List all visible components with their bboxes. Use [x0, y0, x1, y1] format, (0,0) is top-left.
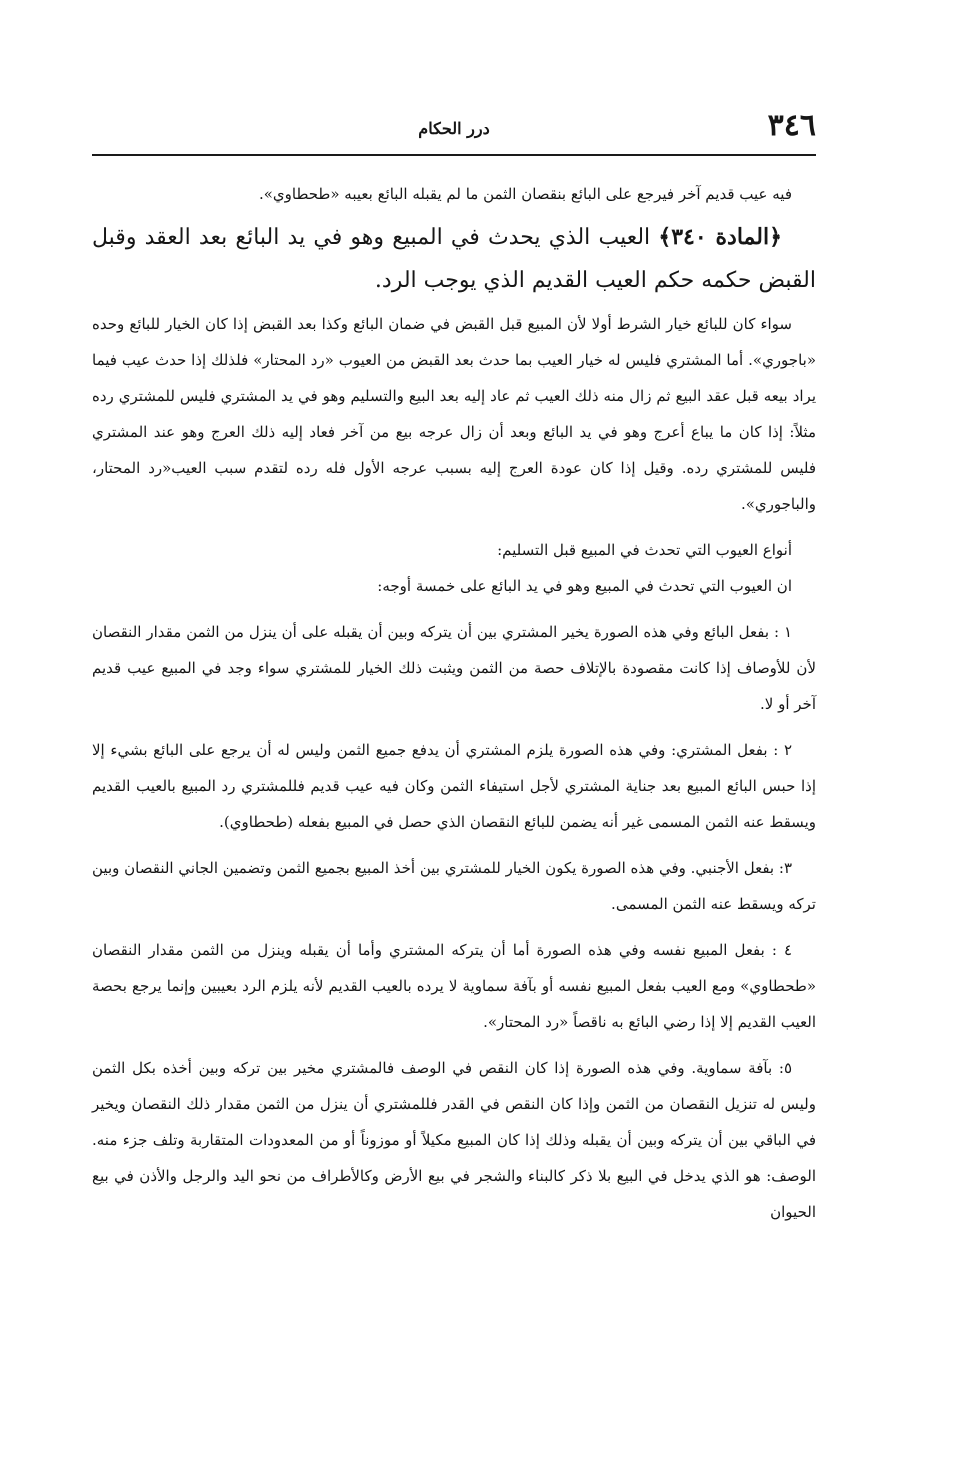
document-page [92, 108, 816, 1230]
section-heading: أنواع العيوب التي تحدث في المبيع قبل التسليم: [497, 541, 792, 559]
page-number: ٣٤٦ [767, 108, 816, 143]
article-text: العيب الذي يحدث في المبيع وهو في يد البائع بعد العقد وقبل القبض حكمه حكم العيب القديم الذي يوجب الرد. [92, 225, 816, 293]
paragraph-continuation: فيه عيب قديم آخر فيرجع على البائع بنقصان الثمن ما لم يقبله البائع بعيبه «طحطاوي». [258, 185, 792, 203]
case-4: ٤ : بفعل المبيع نفسه وفي هذه الصورة أما أن يتركه المشتري وأما أن يقبله وينزل من الثمن مقدار النقصان «طحطاوي» ومع العيب بفعل المبيع نفسه أو بآفة سماوية لا يرده بالعيب القديم لأنه يلزم الرد بعيبين وإنما يرجع بحصة العيب القديم إلا إذا رضي البائع به ناقصاً «رد المحتار». [92, 941, 816, 1031]
article-heading: ﴿المادة ٣٤٠﴾ [658, 224, 782, 250]
article-340 [92, 216, 816, 302]
case-1: ١ : بفعل البائع وفي هذه الصورة يخير المشتري بين أن يتركه وبين أن يقبله على أن ينزل من الثمن مقدار النقصان لأن للأوصاف إذا كانت مقصودة بالإتلاف حصة من الثمن ويثبت ذلك الخيار للمشتري سواء وجد في المبيع عيب قديم آخر أو لا. [92, 623, 816, 713]
case-3: ٣: بفعل الأجنبي. وفي هذه الصورة يكون الخيار للمشتري بين أخذ المبيع بجميع الثمن وتضمين الجاني النقصان وبين تركه ويسقط عنه الثمن المسمى. [92, 859, 816, 913]
section-intro: ان العيوب التي تحدث في المبيع وهو في يد البائع على خمسة أوجه: [377, 577, 792, 595]
page-body [92, 176, 816, 1230]
page-header [92, 108, 816, 156]
case-2: ٢ : بفعل المشتري: وفي هذه الصورة يلزم المشتري أن يدفع جميع الثمن وليس له أن يرجع على البائع بشيء إلا إذا حبس البائع المبيع بعد جناية المشتري لأجل استيفاء الثمن وكان فيه عيب قديم فللمشتري رد المبيع بالعيب القديم ويسقط عنه الثمن المسمى غير أنه يضمن للبائع النقصان الذي حصل في المبيع بفعله (طحطاوي). [92, 741, 816, 831]
commentary-paragraph: سواء كان للبائع خيار الشرط أولا لأن المبيع قبل القبض في ضمان البائع وكذا بعد القبض إذا كان الخيار للبائع وحده «باجوري». أما المشتري فليس له خيار العيب بما حدث بعد القبض من العيوب «رد المحتار» فلذلك إذا حدث عيب فيما يراد بيعه قبل عقد البيع ثم زال منه ذلك العيب ثم عاد إليه بعد البيع والتسليم وهو في يد المشتري فليس للمشتري رده مثلاً: إذا كان ما يباع أعرج وهو في يد البائع وبعد أن زال عرجه بيع من آخر فعاد إليه ذلك العرج وهو عند المشتري فليس للمشتري رده. وقيل إذا كان عودة العرج إليه بسبب عرجه الأول فله رده لتقدم سبب العيب«رد المحتار، والباجوري». [92, 315, 816, 513]
case-5: ٥: بآفة سماوية. وفي هذه الصورة إذا كان النقص في الوصف فالمشتري مخير بين تركه وبين أخذه بكل الثمن وليس له تنزيل النقصان من الثمن وإذا كان النقص في القدر فللمشتري أن ينزل من الثمن مقدار ذلك النقصان ويخير في الباقي بين أن يتركه وبين أن يقبله وذلك إذا كان المبيع مكيلاً أو موزوناً أو من المعدودات المتقاربة وتلف جزء منه. الوصف: هو الذي يدخل في البيع بلا ذكر كالبناء والشجر في بيع الأرض وكالأطراف من نحو اليد والرجل والأذن في بيع الحيوان [92, 1059, 816, 1221]
running-title: درر الحكام [418, 119, 490, 138]
